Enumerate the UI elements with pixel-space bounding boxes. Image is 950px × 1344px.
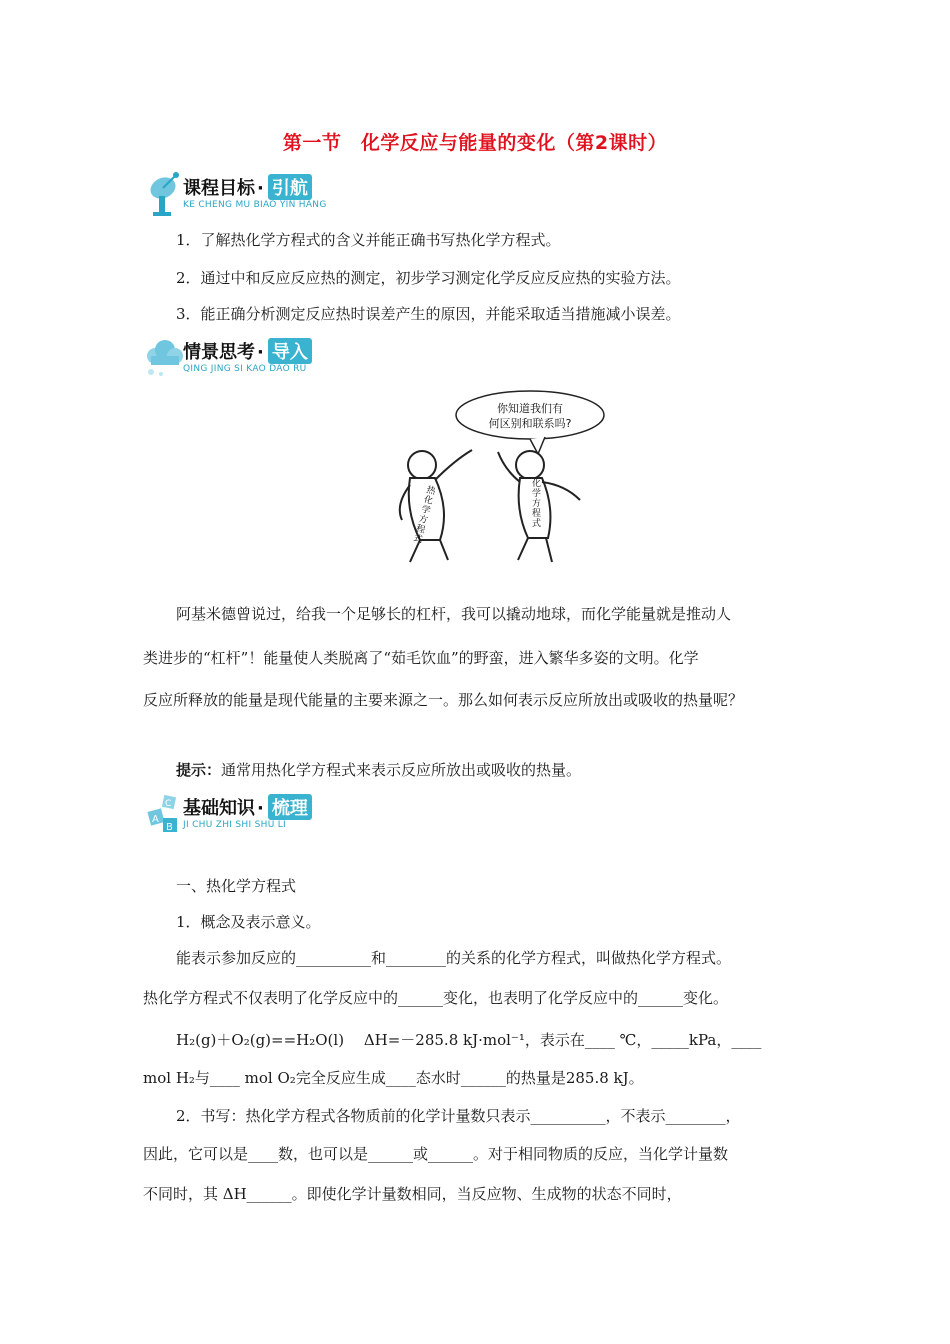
knowledge-item-1: 1．概念及表示意义。 bbox=[176, 913, 321, 931]
banner-tag: 导入 bbox=[268, 338, 312, 364]
intro-line-1: 阿基米德曾说过，给我一个足够长的杠杆，我可以撬动地球，而化学能量就是推动人 bbox=[176, 605, 732, 623]
knowledge-line-4: mol H₂与____ mol O₂完全反应生成____态水时______的热量是285.8 kJ。 bbox=[143, 1069, 644, 1087]
hint bbox=[176, 760, 581, 780]
banner-tag: 梳理 bbox=[268, 794, 312, 820]
objective-1: 1．了解热化学方程式的含义并能正确书写热化学方程式。 bbox=[176, 231, 561, 249]
svg-text:C: C bbox=[165, 799, 172, 809]
section-banner-scenario bbox=[143, 334, 373, 384]
knowledge-line-5: 2．书写：热化学方程式各物质前的化学计量数只表示__________，不表示________， bbox=[176, 1107, 741, 1125]
banner-pinyin: JI CHU ZHI SHI SHU LI bbox=[183, 820, 287, 830]
banner-title: 情景思考 bbox=[183, 342, 255, 363]
intro-line-3: 反应所释放的能量是现代能量的主要来源之一。那么如何表示反应所放出或吸收的热量呢？ bbox=[143, 691, 744, 709]
svg-text:A: A bbox=[152, 814, 159, 825]
banner-dot: · bbox=[257, 178, 264, 199]
left-figure bbox=[400, 450, 472, 562]
knowledge-line-1: 能表示参加反应的__________和________的关系的化学方程式，叫做热化学方程式。 bbox=[176, 949, 732, 967]
banner-tag: 引航 bbox=[268, 174, 312, 200]
section-banner-objectives bbox=[143, 170, 373, 220]
banner-title: 课程目标 bbox=[183, 178, 255, 199]
banner-dot: · bbox=[257, 342, 264, 363]
banner-pinyin: QING JING SI KAO DAO RU bbox=[183, 364, 307, 374]
abc-blocks-icon bbox=[143, 790, 187, 838]
left-figure-label: 热化学方程式 bbox=[412, 485, 437, 546]
cloud-icon bbox=[143, 334, 187, 382]
hint-label: 提示： bbox=[176, 761, 222, 779]
hint-text: 通常用热化学方程式来表示反应所放出或吸收的热量。 bbox=[221, 761, 582, 779]
right-figure-label: 化学方程式 bbox=[532, 479, 542, 529]
knowledge-line-3: H₂(g)＋O₂(g)==H₂O(l) ΔH=－285.8 kJ·mol⁻¹，表示在____ ℃，_____kPa，____ bbox=[176, 1031, 762, 1049]
knowledge-heading: 一、热化学方程式 bbox=[176, 877, 297, 895]
speech-bubble bbox=[456, 391, 604, 439]
speech-line-2: 何区别和联系吗? bbox=[488, 417, 572, 430]
speech-line-1: 你知道我们有 bbox=[497, 402, 563, 415]
satellite-dish-icon bbox=[143, 170, 187, 218]
knowledge-line-2: 热化学方程式不仅表明了化学反应中的______变化，也表明了化学反应中的______变化。 bbox=[143, 989, 729, 1007]
knowledge-line-7: 不同时，其 ΔH______。即使化学计量数相同，当反应物、生成物的状态不同时， bbox=[143, 1185, 682, 1203]
banner-dot: · bbox=[257, 798, 264, 819]
banner-title: 基础知识 bbox=[183, 798, 255, 819]
section-banner-knowledge bbox=[143, 790, 373, 840]
intro-line-2: 类进步的“杠杆”！能量使人类脱离了“茹毛饮血”的野蛮，进入繁华多姿的文明。化学 bbox=[143, 649, 699, 667]
objective-2: 2．通过中和反应反应热的测定，初步学习测定化学反应反应热的实验方法。 bbox=[176, 269, 681, 287]
banner-pinyin: KE CHENG MU BIAO YIN HANG bbox=[183, 200, 327, 210]
objective-3: 3．能正确分析测定反应热时误差产生的原因，并能采取适当措施减小误差。 bbox=[176, 305, 681, 323]
svg-text:B: B bbox=[166, 822, 173, 833]
comic-illustration bbox=[380, 390, 620, 570]
page-title: 第一节 化学反应与能量的变化（第2课时） bbox=[282, 132, 668, 154]
knowledge-line-6: 因此，它可以是____数，也可以是______或______。对于相同物质的反应，当化学计量数 bbox=[143, 1145, 729, 1163]
